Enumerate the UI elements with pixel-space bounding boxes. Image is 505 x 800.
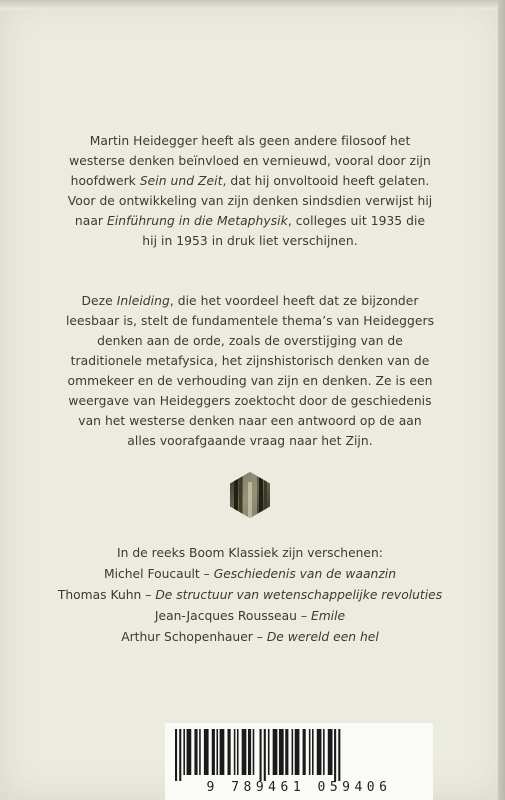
- barcode-bar: [194, 729, 197, 775]
- barcode-bar: [334, 729, 336, 781]
- series-heading: In de reeks Boom Klassiek zijn verschenen:: [117, 546, 383, 560]
- isbn-barcode: [165, 723, 433, 800]
- text-line: [40, 231, 460, 251]
- barcode-bar: [204, 729, 209, 775]
- text-segment: westerse denken beïnvloed en vernieuwd, vooral door zijn: [69, 154, 431, 168]
- text-segment: Martin Heidegger heeft als geen andere filosoof het: [89, 134, 411, 148]
- barcode-bar: [317, 729, 322, 775]
- barcode-bars: [173, 729, 425, 781]
- series-item-kuhn: Thomas Kuhn – De structuur van wetenschappelijke revoluties: [57, 588, 443, 602]
- barcode-bar: [285, 729, 288, 775]
- series-item-foucault: Michel Foucault – Geschiedenis van de waanzin: [103, 567, 397, 581]
- series-title: Emile: [310, 609, 346, 623]
- barcode-bar: [303, 729, 306, 775]
- series-list: [40, 543, 460, 648]
- barcode-bar: [187, 729, 192, 775]
- text-segment: van het westerse denken naar een antwoord op de aan: [78, 414, 422, 428]
- barcode-bar: [248, 729, 251, 775]
- series-author: Arthur Schopenhauer: [121, 630, 253, 644]
- text-line: [40, 431, 460, 451]
- text-line: [40, 131, 460, 151]
- text-line: [40, 171, 460, 191]
- text-segment: , dat hij onvoltooid heeft gelaten.: [222, 174, 430, 188]
- barcode-bar: [309, 729, 311, 775]
- barcode-bar: [292, 729, 294, 775]
- text-line: [40, 311, 460, 331]
- text-segment: hoofdwerk: [70, 174, 140, 188]
- barcode-bar: [175, 729, 177, 781]
- text-segment: alles voorafgaande vraag naar het Zijn.: [127, 434, 373, 448]
- text-segment: Voor de ontwikkeling van zijn denken sindsdien verwijst hij: [67, 194, 433, 208]
- series-title: De wereld een hel: [266, 630, 379, 644]
- series-author: Michel Foucault: [103, 567, 200, 581]
- text-line: [40, 411, 460, 431]
- description-paragraph-1: [40, 131, 460, 251]
- text-segment: denken aan de orde, zoals de overstijging van de: [97, 334, 403, 348]
- barcode-bar: [220, 729, 225, 775]
- text-line: [40, 291, 460, 311]
- series-title: Geschiedenis van de waanzin: [213, 567, 397, 581]
- barcode-bar: [228, 729, 231, 775]
- isbn-digits: 9 789461 059406: [206, 780, 392, 795]
- barcode-bar: [279, 729, 284, 775]
- text-segment: traditionele metafysica, het zijnshistorisch denken van de: [70, 354, 430, 368]
- text-segment: leesbaar is, stelt de fundamentele thema’s van Heideggers: [65, 314, 435, 328]
- barcode-bar: [264, 729, 266, 781]
- book-title: Einführung in die Metaphysik: [106, 214, 288, 228]
- book-title: Sein und Zeit: [139, 174, 223, 188]
- barcode-bar: [323, 729, 325, 775]
- barcode-bar: [273, 729, 278, 775]
- barcode-bar: [179, 729, 181, 781]
- barcode-bar: [242, 729, 247, 775]
- barcode-bar: [212, 729, 215, 775]
- barcode-bar: [260, 729, 262, 781]
- barcode-bar: [295, 729, 300, 775]
- series-item-rousseau: Jean-Jacques Rousseau – Emile: [154, 609, 346, 623]
- text-segment: Deze: [81, 294, 117, 308]
- text-line: [40, 391, 460, 411]
- text-segment: naar: [74, 214, 107, 228]
- barcode-bar: [183, 729, 185, 775]
- text-line: [40, 211, 460, 231]
- book-title: Inleiding: [116, 294, 170, 308]
- barcode-bar: [199, 729, 201, 775]
- forest-hexagon-emblem: [225, 470, 275, 520]
- barcode-bar: [312, 729, 314, 775]
- text-line: [40, 351, 460, 371]
- barcode-bar: [338, 729, 340, 781]
- barcode-bar: [216, 729, 218, 775]
- series-author: Jean-Jacques Rousseau: [154, 609, 297, 623]
- barcode-bar: [268, 729, 270, 775]
- text-segment: weergave van Heideggers zoektocht door de geschiedenis: [68, 394, 432, 408]
- barcode-bar: [237, 729, 239, 775]
- cover-right-edge: [498, 0, 505, 800]
- series-title: De structuur van wetenschappelijke revoluties: [155, 588, 443, 602]
- text-segment: hij in 1953 in druk liet verschijnen.: [142, 234, 358, 248]
- series-item-schopenhauer: Arthur Schopenhauer – De wereld een hel: [121, 630, 379, 644]
- barcode-bar: [234, 729, 236, 775]
- barcode-bar: [328, 729, 333, 775]
- series-author: Thomas Kuhn: [57, 588, 142, 602]
- text-segment: , colleges uit 1935 die: [287, 214, 426, 228]
- text-line: [40, 371, 460, 391]
- text-line: [40, 151, 460, 171]
- text-segment: ommekeer en de verhouding van zijn en denken. Ze is een: [67, 374, 433, 388]
- barcode-bar: [253, 729, 255, 775]
- text-segment: , die het voordeel heeft dat ze bijzonder: [169, 294, 419, 308]
- cover-top-edge: [0, 0, 505, 10]
- text-line: [40, 191, 460, 211]
- description-paragraph-2: [40, 291, 460, 451]
- text-line: [40, 331, 460, 351]
